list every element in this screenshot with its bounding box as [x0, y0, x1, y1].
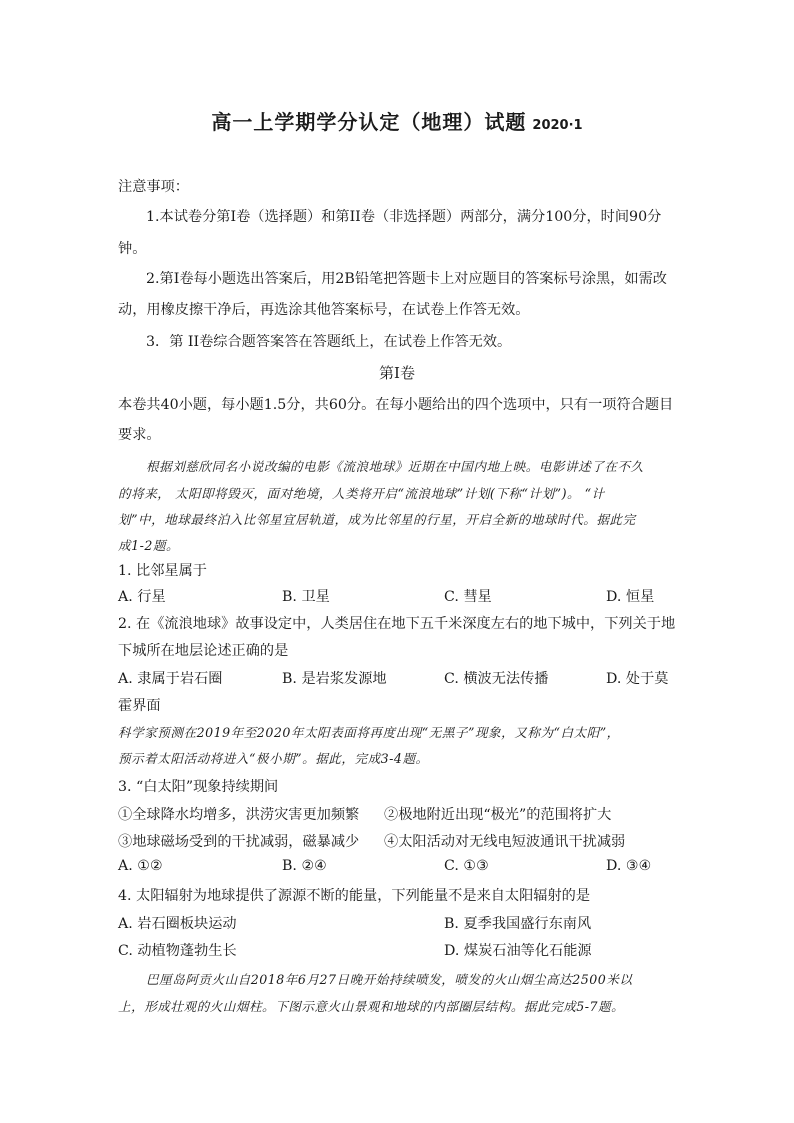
q2-option-c: C. 横波无法传播 [444, 671, 549, 687]
notice-item-1: 1.本试卷分第Ⅰ卷（选择题）和第II卷（非选择题）两部分，满分100分，时间90分 [146, 209, 662, 225]
q3-statement-4: ④太阳活动对无线电短波通讯干扰减弱 [384, 834, 626, 850]
notice-heading: 注意事项： [118, 179, 189, 195]
section-heading: 第Ⅰ卷 [379, 364, 415, 382]
q3-statement-3: ③地球磁场受到的干扰减弱，磁暴减少 [118, 834, 360, 850]
notice-item-2: 2.第Ⅰ卷每小题选出答案后，用2B铅笔把答题卡上对应题目的答案标号涂黑，如需改 [146, 271, 667, 287]
notice-item-3: 3．第 II卷综合题答案答在答题纸上，在试卷上作答无效。 [146, 334, 512, 350]
q4-option-b: B. 夏季我国盛行东南风 [444, 916, 592, 932]
q2-option-d: D. 处于莫 [606, 671, 669, 687]
notice-item-2-cont: 动，用橡皮擦干净后，再选涂其他答案标号，在试卷上作答无效。 [118, 302, 530, 318]
q4-option-d: D. 煤炭石油等化石能源 [444, 943, 592, 959]
passage-1-line-2: 的将来， 太阳即将毁灭，面对绝境，人类将开启“流浪地球”计划(下称“计划”)。 “计 [118, 486, 605, 501]
title-text: 高一上学期学分认定（地理）试题 [211, 110, 527, 134]
question-3-stem: 3. “白太阳”现象持续期间 [118, 779, 279, 795]
question-4-stem: 4. 太阳辐射为地球提供了源源不断的能量，下列能量不是来自太阳辐射的是 [118, 888, 591, 904]
passage-3-line-1: 巴厘岛阿贡火山自2018年6月27日晚开始持续喷发，喷发的火山烟尘高达2500米以 [146, 972, 633, 987]
question-2-stem-cont: 下城所在地层论述正确的是 [118, 643, 289, 659]
section-intro: 本卷共40小题，每小题1.5分，共60分。在每小题给出的四个选项中，只有一项符合题目 [118, 397, 674, 413]
section-intro-cont: 要求。 [118, 427, 161, 443]
q4-option-a: A. 岩石圈板块运动 [118, 916, 237, 932]
q3-option-d: D. ③④ [606, 858, 652, 874]
question-2-stem: 2. 在《流浪地球》故事设定中，人类居住在地下五千米深度左右的地下城中，下列关于地 [118, 616, 676, 632]
q3-option-a: A. ①② [118, 858, 163, 874]
q3-option-b: B. ②④ [282, 858, 327, 874]
q1-option-c: C. 彗星 [444, 589, 492, 605]
q2-option-d-cont: 霍界面 [118, 698, 161, 714]
q3-statement-1: ①全球降水均增多，洪涝灾害更加频繁 [118, 807, 360, 823]
question-1-stem: 1. 比邻星属于 [118, 563, 207, 579]
q3-statement-2: ②极地附近出现“极光”的范围将扩大 [384, 807, 612, 823]
passage-1-line-1: 根据刘慈欣同名小说改编的电影《流浪地球》近期在中国内地上映。电影讲述了在不久 [146, 459, 644, 474]
notice-item-1-cont: 钟。 [118, 241, 147, 257]
q4-option-c: C. 动植物蓬勃生长 [118, 943, 237, 959]
q3-option-c: C. ①③ [444, 858, 489, 874]
q1-option-a: A. 行星 [118, 589, 166, 605]
q1-option-b: B. 卫星 [282, 589, 330, 605]
q2-option-b: B. 是岩浆发源地 [282, 671, 387, 687]
passage-1-line-3: 划”中，地球最终泊入比邻星宜居轨道，成为比邻星的行星，开启全新的地球时代。据此完 [118, 512, 636, 527]
exam-title [0, 106, 794, 135]
passage-1-line-4: 成1-2题。 [118, 538, 180, 553]
q1-option-d: D. 恒星 [606, 589, 655, 605]
passage-3-line-2: 上，形成壮观的火山烟柱。下图示意火山景观和地球的内部圈层结构。据此完成5-7题。 [118, 999, 625, 1014]
q2-option-a: A. 隶属于岩石圈 [118, 671, 223, 687]
exam-date: 2020·1 [532, 118, 583, 133]
passage-2-line-2: 预示着太阳活动将进入“极小期”。据此，完成3-4题。 [118, 751, 429, 766]
passage-2-line-1: 科学家预测在2019年至2020年太阳表面将再度出现“无黑子”现象，又称为“白太阳”， [118, 725, 620, 740]
